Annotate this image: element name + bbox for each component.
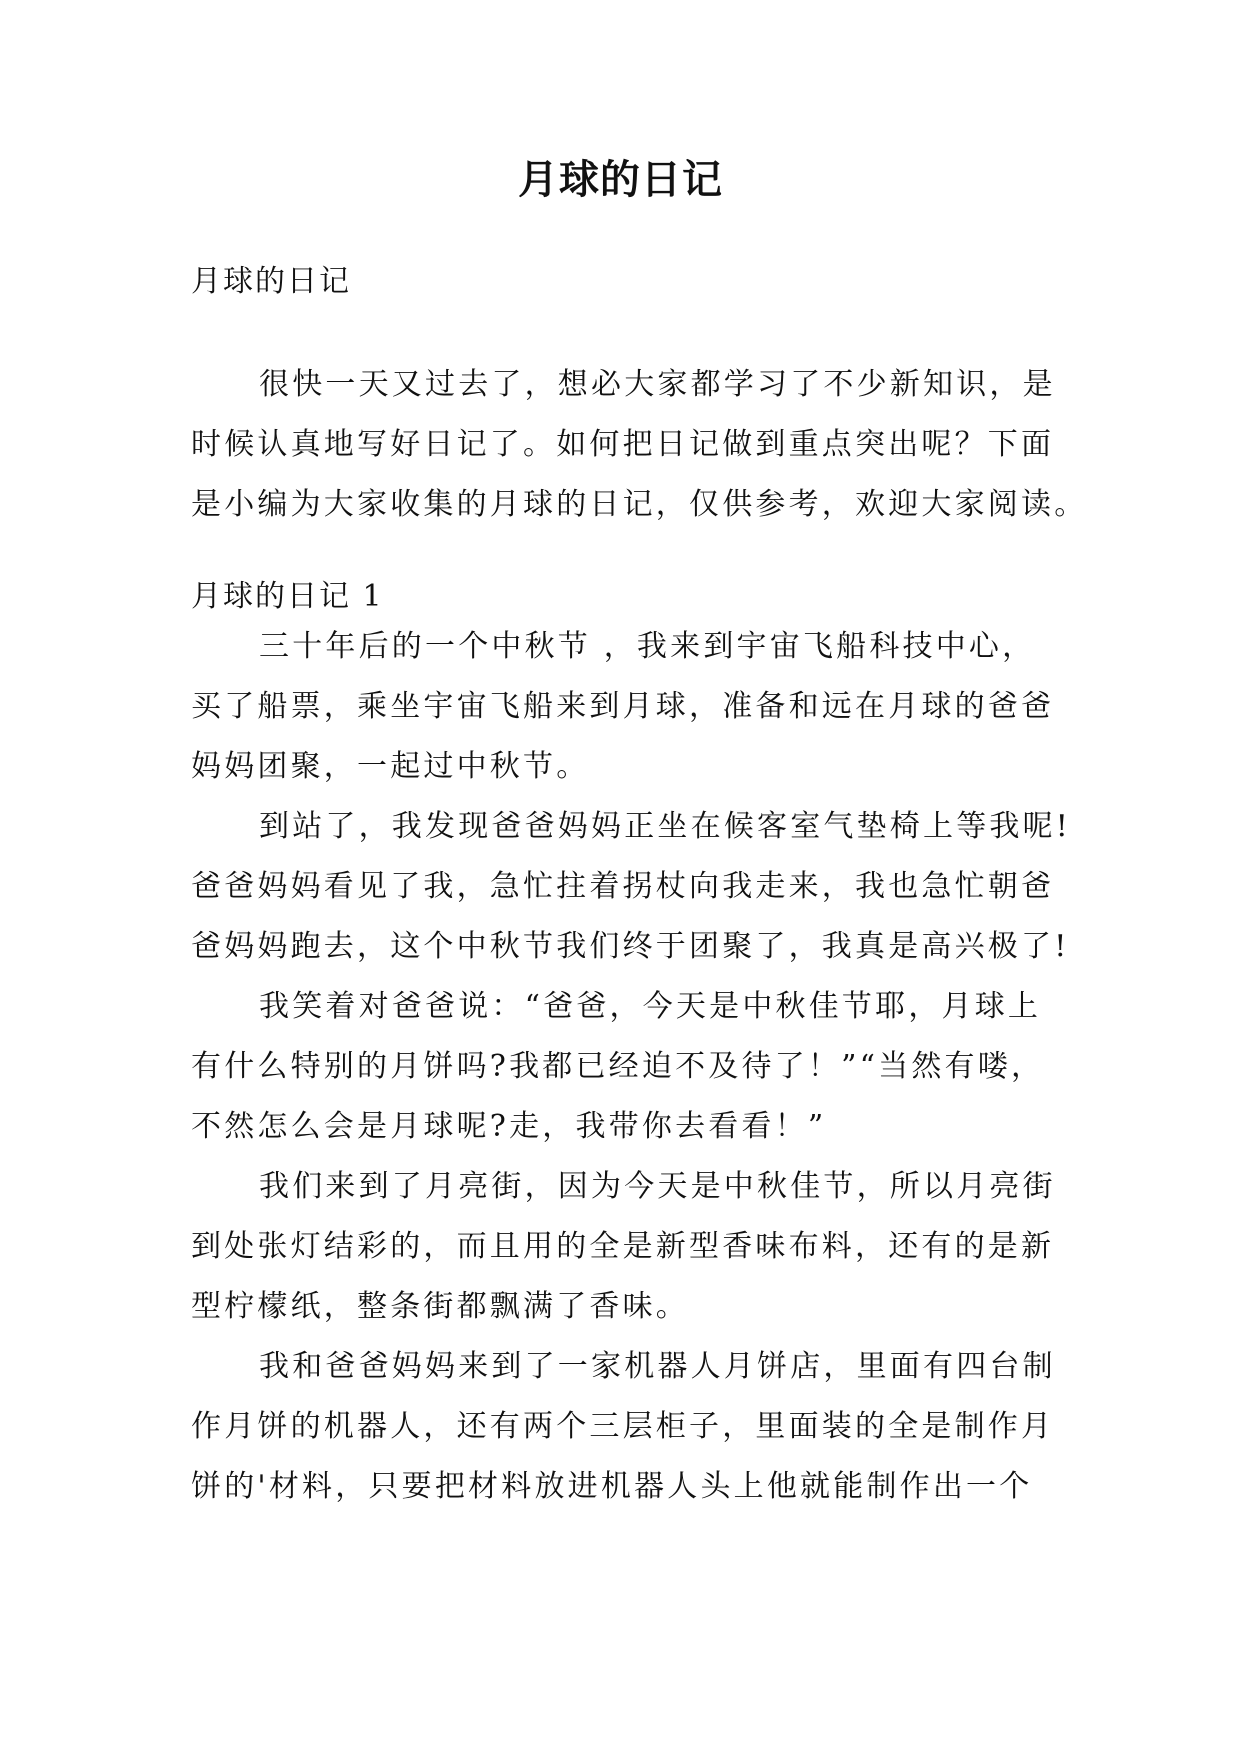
paragraph-line: 型柠檬纸，整条街都飘满了香味。 xyxy=(191,1289,689,1324)
paragraph-line: 买了船票，乘坐宇宙飞船来到月球，准备和远在月球的爸爸 xyxy=(191,689,1055,724)
body-paragraph xyxy=(191,977,1051,1157)
body-paragraph xyxy=(191,797,1072,977)
paragraph-line: 饼的'材料，只要把材料放进机器人头上他就能制作出一个 xyxy=(191,1469,1033,1504)
paragraph-line: 到站了，我发现爸爸妈妈正坐在候客室气垫椅上等我呢! xyxy=(259,809,1072,844)
body-paragraph xyxy=(191,1337,1056,1517)
body-paragraph xyxy=(191,1157,1056,1337)
body-paragraph xyxy=(191,617,1055,797)
intro-line: 是小编为大家收集的月球的日记，仅供参考，欢迎大家阅读。 xyxy=(191,487,1088,522)
paragraph-line: 我们来到了月亮街，因为今天是中秋佳节，所以月亮街 xyxy=(259,1169,1056,1204)
paragraph-line: 不然怎么会是月球呢?走，我带你去看看！” xyxy=(191,1109,827,1144)
intro-paragraph xyxy=(191,355,1088,535)
paragraph-line: 妈妈团聚，一起过中秋节。 xyxy=(191,749,590,784)
intro-line: 很快一天又过去了，想必大家都学习了不少新知识，是 xyxy=(259,367,1056,402)
paragraph-line: 爸爸妈妈看见了我，急忙拄着拐杖向我走来，我也急忙朝爸 xyxy=(191,869,1055,904)
intro-line: 时候认真地写好日记了。如何把日记做到重点突出呢？下面 xyxy=(191,427,1055,462)
document-title: 月球的日记 xyxy=(518,157,723,203)
paragraph-line: 作月饼的机器人，还有两个三层柜子，里面装的全是制作月 xyxy=(191,1409,1055,1444)
paragraph-line: 我笑着对爸爸说：“爸爸，今天是中秋佳节耶，月球上 xyxy=(259,989,1042,1024)
paragraph-line: 我和爸爸妈妈来到了一家机器人月饼店，里面有四台制 xyxy=(259,1349,1056,1384)
paragraph-line: 爸妈妈跑去，这个中秋节我们终于团聚了，我真是高兴极了! xyxy=(191,929,1070,964)
paragraph-line: 有什么特别的月饼吗?我都已经迫不及待了！”“当然有喽， xyxy=(191,1049,1045,1084)
paragraph-line: 到处张灯结彩的，而且用的全是新型香味布料，还有的是新 xyxy=(191,1229,1055,1264)
paragraph-line: 三十年后的一个中秋节 ，我来到宇宙飞船科技中心， xyxy=(259,629,1036,664)
section-heading: 月球的日记 1 xyxy=(191,579,384,614)
document-subtitle: 月球的日记 xyxy=(191,264,351,299)
